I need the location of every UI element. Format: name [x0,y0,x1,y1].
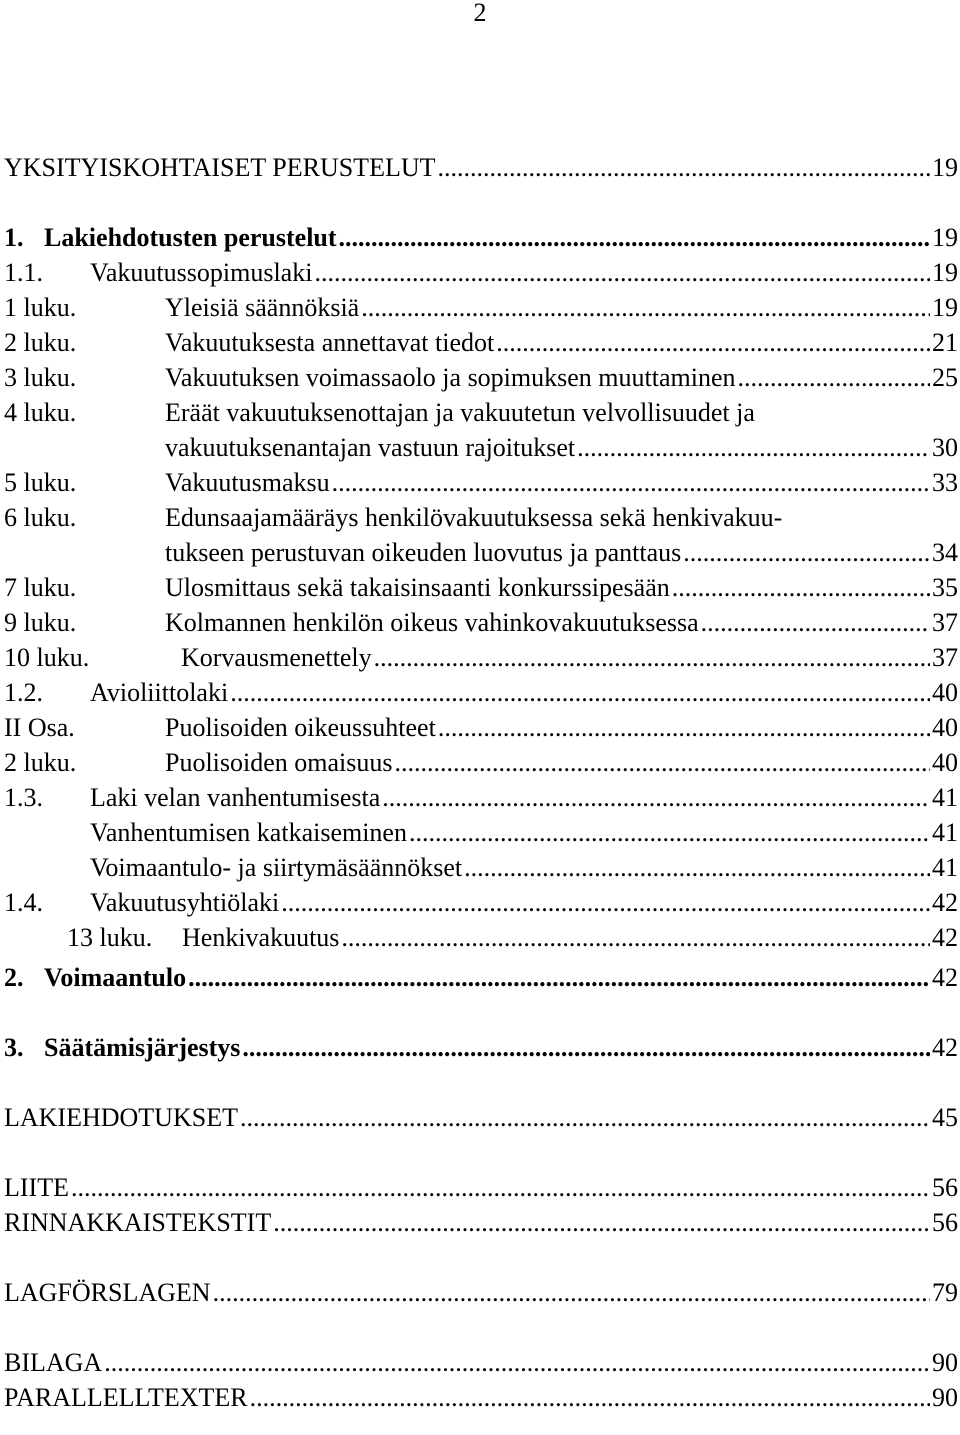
toc-entry-page: 40 [932,713,958,742]
toc-entry-title: Yleisiä säännöksiä [165,293,360,322]
toc-entry-number: 1.3. [4,783,43,812]
toc-entry[interactable] [165,745,958,781]
toc-entry-title: Puolisoiden oikeussuhteet [165,713,436,742]
toc-dot-leader [738,360,931,396]
toc-entry-page: 25 [932,363,958,392]
toc-entry-number: 2. [4,963,24,992]
toc-entry-page: 30 [932,433,958,462]
toc-entry-page: 79 [932,1278,958,1307]
toc-dot-leader [438,150,931,186]
toc-entry[interactable] [165,465,958,501]
toc-entry-continuation[interactable] [165,430,958,466]
toc-dot-leader [188,960,930,996]
toc-entry[interactable] [4,1275,958,1311]
toc-dot-leader [438,710,930,746]
toc-entry[interactable] [4,1205,958,1241]
toc-entry-page: 40 [932,748,958,777]
toc-dot-leader [314,255,930,291]
toc-entry[interactable] [90,850,958,886]
toc-entry-page: 42 [932,923,958,952]
toc-entry-page: 34 [932,538,958,567]
toc-entry-page: 19 [932,258,958,287]
toc-entry-title: Ulosmittaus sekä takaisinsaanti konkurssipesään [165,573,670,602]
toc-entry-page: 19 [932,293,958,322]
toc-entry-number: 5 luku. [4,468,77,497]
toc-entry-number: 1.1. [4,258,43,287]
toc-entry-page: 56 [932,1208,958,1237]
toc-entry[interactable] [90,885,958,921]
toc-dot-leader [250,1380,930,1416]
toc-entry-title: Vanhentumisen katkaiseminen [90,818,407,847]
toc-entry-page: 35 [932,573,958,602]
toc-entry-title: Voimaantulo [44,963,187,992]
toc-dot-leader [339,220,930,256]
toc-entry-number: 2 luku. [4,328,77,357]
toc-entry-page: 21 [932,328,958,357]
toc-entry-page: 42 [932,963,958,992]
toc-entry[interactable] [165,395,755,431]
toc-entry-page: 45 [932,1103,958,1132]
toc-entry-page: 41 [932,853,958,882]
toc-entry-number: 7 luku. [4,573,77,602]
toc-entry[interactable] [165,325,958,361]
toc-entry-number: 3 luku. [4,363,77,392]
toc-entry[interactable] [165,605,958,641]
toc-entry-page: 90 [932,1383,958,1412]
toc-entry-page: 41 [932,818,958,847]
toc-dot-leader [230,675,930,711]
toc-entry-title: Kolmannen henkilön oikeus vahinkovakuutuksessa [165,608,699,637]
toc-entry[interactable] [181,640,958,676]
toc-dot-leader [683,535,930,571]
toc-entry-page: 19 [932,153,958,182]
toc-dot-leader [395,745,930,781]
toc-dot-leader [374,640,930,676]
toc-dot-leader [104,1345,930,1381]
toc-dot-leader [332,465,930,501]
toc-entry-page: 33 [932,468,958,497]
toc-dot-leader [242,1030,930,1066]
toc-entry-title: Vakuutussopimuslaki [90,258,313,287]
toc-entry-title-continued: tukseen perustuvan oikeuden luovutus ja panttaus [165,538,682,567]
toc-entry[interactable] [165,360,958,396]
toc-entry[interactable] [44,960,958,996]
toc-entry-number: 6 luku. [4,503,77,532]
toc-entry-title: Avioliittolaki [90,678,229,707]
toc-entry-page: 90 [932,1348,958,1377]
toc-entry-page: 42 [932,1033,958,1062]
toc-dot-leader [240,1100,930,1136]
toc-entry-number: 9 luku. [4,608,77,637]
toc-entry[interactable] [44,1030,958,1066]
toc-dot-leader [577,430,930,466]
toc-entry-title: Edunsaajamääräys henkilövakuutuksessa sekä henkivakuu- [165,503,783,532]
toc-entry[interactable] [165,290,958,326]
toc-entry-number: 3. [4,1033,24,1062]
toc-entry-title: YKSITYISKOHTAISET PERUSTELUT [4,153,436,182]
toc-entry-number: 1 luku. [4,293,77,322]
toc-entry-title: Laki velan vanhentumisesta [90,783,381,812]
toc-dot-leader [464,850,930,886]
toc-entry-title: PARALLELLTEXTER [4,1383,248,1412]
toc-entry[interactable] [4,1345,958,1381]
toc-entry-page: 56 [932,1173,958,1202]
toc-entry-number: 13 luku. [67,923,153,952]
toc-dot-leader [409,815,930,851]
toc-entry-page: 40 [932,678,958,707]
toc-entry-number: 4 luku. [4,398,77,427]
toc-entry-title: Vakuutuksen voimassaolo ja sopimuksen muuttaminen [165,363,736,392]
toc-entry[interactable] [90,675,958,711]
toc-entry-page: 37 [932,643,958,672]
toc-entry-page: 19 [932,223,958,252]
toc-entry-title: LIITE [4,1173,69,1202]
toc-dot-leader [273,1205,930,1241]
toc-entry[interactable] [4,1100,958,1136]
toc-dot-leader [361,290,930,326]
toc-entry-number: 2 luku. [4,748,77,777]
toc-entry-page: 42 [932,888,958,917]
toc-entry-title: LAGFÖRSLAGEN [4,1278,211,1307]
toc-entry-title: RINNAKKAISTEKSTIT [4,1208,272,1237]
toc-entry[interactable] [90,815,958,851]
toc-entry[interactable] [165,570,958,606]
toc-entry[interactable] [165,710,958,746]
toc-entry-title: Lakiehdotusten perustelut [44,223,337,252]
toc-entry[interactable] [90,780,958,816]
toc-dot-leader [281,885,930,921]
toc-dot-leader [213,1275,930,1311]
toc-entry[interactable] [4,1170,958,1206]
toc-entry-title: Voimaantulo- ja siirtymäsäännökset [90,853,463,882]
toc-entry-title-continued: vakuutuksenantajan vastuun rajoitukset [165,433,576,462]
toc-entry[interactable] [90,255,958,291]
toc-entry[interactable] [4,150,958,186]
toc-entry-title: BILAGA [4,1348,103,1377]
toc-entry-number: 10 luku. [4,643,90,672]
toc-entry-title: Korvausmenettely [181,643,372,672]
toc-entry-number: II Osa. [4,713,75,742]
toc-dot-leader [71,1170,930,1206]
toc-entry-continuation[interactable] [165,535,958,571]
toc-dot-leader [496,325,930,361]
toc-entry[interactable] [182,920,958,956]
toc-dot-leader [701,605,930,641]
toc-entry-number: 1. [4,223,24,252]
toc-entry-title: Vakuutuksesta annettavat tiedot [165,328,495,357]
toc-entry-number: 1.2. [4,678,43,707]
toc-entry-title: Säätämisjärjestys [44,1033,241,1062]
page-number: 2 [473,0,487,27]
toc-entry-title: Puolisoiden omaisuus [165,748,393,777]
toc-entry-title: Vakuutusyhtiölaki [90,888,280,917]
toc-entry-number: 1.4. [4,888,43,917]
toc-entry[interactable] [44,220,958,256]
toc-dot-leader [382,780,930,816]
toc-entry-page: 37 [932,608,958,637]
toc-entry-title: Eräät vakuutuksenottajan ja vakuutetun velvollisuudet ja [165,398,755,427]
toc-dot-leader [341,920,930,956]
toc-entry-page: 41 [932,783,958,812]
toc-entry[interactable] [4,1380,958,1416]
toc-entry-title: Vakuutusmaksu [165,468,330,497]
toc-entry-title: Henkivakuutus [182,923,340,952]
toc-entry-title: LAKIEHDOTUKSET [4,1103,238,1132]
toc-dot-leader [672,570,930,606]
toc-entry[interactable] [165,500,782,536]
